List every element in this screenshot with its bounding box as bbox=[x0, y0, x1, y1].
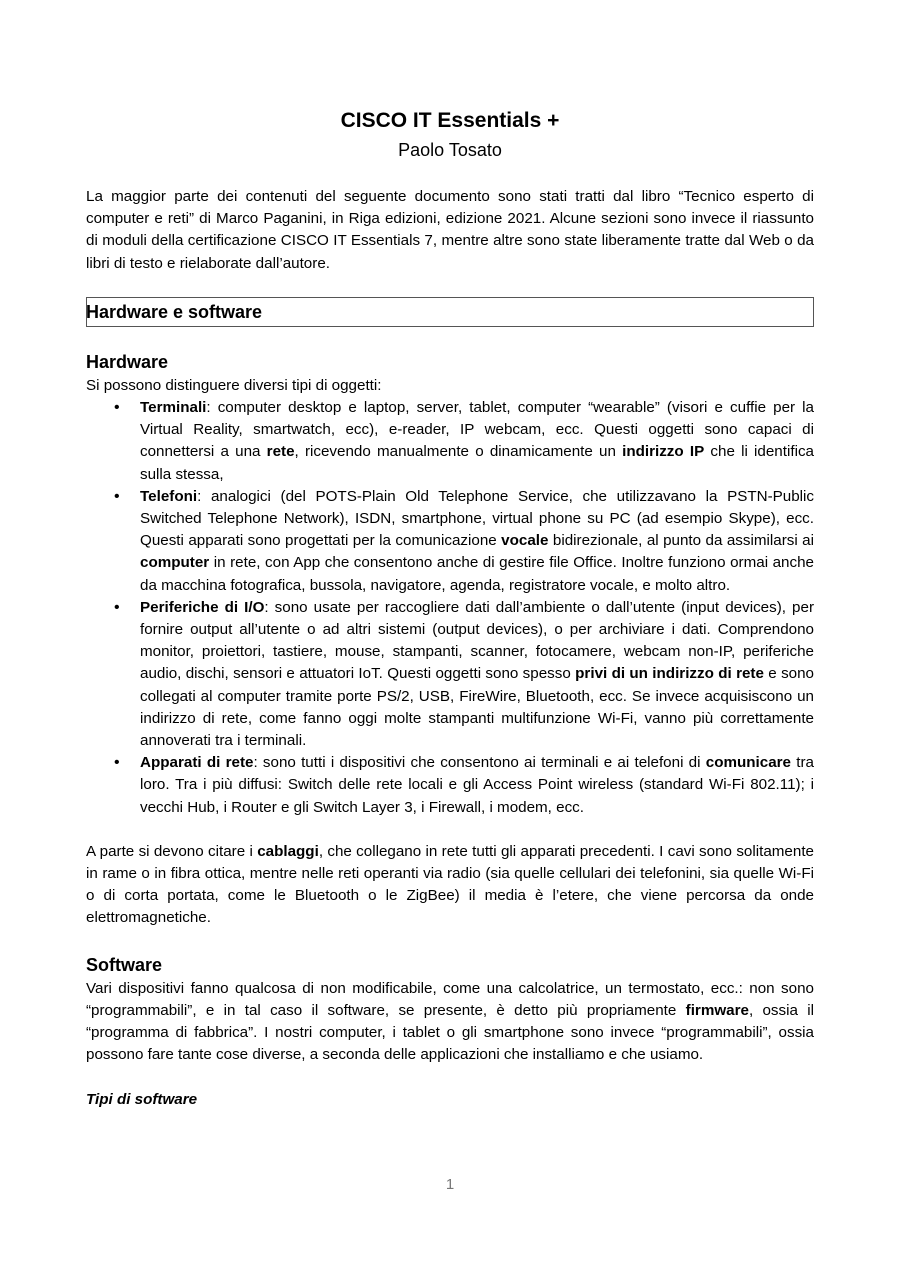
list-item-telefoni bbox=[140, 486, 814, 597]
bold-fragment: privi di un indirizzo di rete bbox=[575, 665, 764, 683]
text-fragment: , che collegano in rete tutti gli apparati precedenti. I cavi sono solitamente in rame o in fibra ottica, mentre nelle reti operanti via radio (sia quelle cellulari dei telefonini, sia quelle Wi-Fi o di corta portata, come le Bluetooth o le ZigBee) il media è l’etere, che viene percorsa da onde elettromagnetiche. bbox=[86, 842, 814, 927]
section-title: Hardware e software bbox=[86, 301, 263, 322]
hardware-list bbox=[86, 397, 814, 819]
bold-fragment: firmware bbox=[685, 1001, 749, 1019]
text-fragment: , ricevendo manualmente o dinamicamente un bbox=[294, 443, 623, 461]
software-types-subheading: Tipi di software bbox=[86, 1090, 198, 1108]
term-telefoni: Telefoni bbox=[140, 487, 198, 505]
bold-fragment: vocale bbox=[501, 532, 549, 550]
bold-fragment: computer bbox=[140, 554, 210, 572]
hardware-lead: Si possono distinguere diversi tipi di oggetti: bbox=[86, 376, 382, 394]
text-fragment: Vari dispositivi fanno qualcosa di non modificabile, come una calcolatrice, un termostato, ecc.: non sono “programmabili”, e in tal caso il software, se presente, è detto più propriamente bbox=[86, 979, 814, 1019]
text-fragment: : sono usate per raccogliere dati dall’ambiente o dall’utente (input devices), per fornire output all’utente o ad altri sistemi (output devices), o per archiviare i dati. Comprendono monitor, proiettori, tastiere, mouse, stampanti, scanner, fotocamere, webcam non-IP, periferiche audio, dischi, sensori e attuatori IoT. Questi oggetti sono spesso bbox=[140, 598, 814, 683]
intro-paragraph: La maggior parte dei contenuti del seguente documento sono stati tratti dal libro “Tecnico esperto di computer e reti” di Marco Paganini, in Riga edizioni, edizione 2021. Alcune sezioni sono invece il riassunto di moduli della certificazione CISCO IT Essentials 7, mentre altre sono state liberamente tratte dal Web o da libri di testo e rielaborate dall’autore. bbox=[86, 188, 814, 272]
list-item-periferiche bbox=[140, 597, 814, 752]
bold-fragment: indirizzo IP bbox=[622, 443, 705, 461]
text-fragment: bidirezionale, al punto da assimilarsi ai bbox=[548, 532, 814, 550]
bold-fragment: rete bbox=[266, 443, 295, 461]
term-terminali: Terminali bbox=[140, 399, 207, 417]
text-fragment: e sono collegati al computer tramite porte PS/2, USB, FireWire, Bluetooth, ecc. Se invece acquisiscono un indirizzo di rete, come fanno oggi molte stampanti multifunzione Wi-Fi, vanno più correttamente annoverati tra i terminali. bbox=[140, 665, 814, 750]
cabling-paragraph bbox=[86, 841, 814, 930]
text-fragment: che li identifica sulla stessa, bbox=[140, 443, 814, 483]
term-periferiche: Periferiche di I/O bbox=[140, 598, 265, 616]
document-title: CISCO IT Essentials + bbox=[340, 109, 560, 132]
text-fragment: A parte si devono citare i bbox=[86, 842, 258, 860]
list-item-apparati bbox=[140, 752, 814, 819]
document-author: Paolo Tosato bbox=[398, 140, 502, 160]
text-fragment: , ossia il “programma di fabbrica”. I nostri computer, i tablet o gli smartphone sono invece “programmabili”, ossia possono fare tante cose diverse, a seconda delle applicazioni che installiamo e che usiamo. bbox=[86, 1001, 814, 1064]
page-number: 1 bbox=[445, 1176, 455, 1193]
text-fragment: : sono tutti i dispositivi che consentono ai terminali e ai telefoni di bbox=[253, 754, 706, 772]
text-fragment: in rete, con App che consentono anche di gestire file Office. Inoltre funziono ormai anche da macchina fotografica, bussola, navigatore, agenda, registratore vocale, e molto altro. bbox=[140, 554, 814, 594]
text-fragment: : analogici (del POTS-Plain Old Telephone Service, che utilizzavano la PSTN-Public Switched Telephone Network), ISDN, smartphone, virtual phone su PC (ad esempio Skype), ecc. Questi apparati sono progettati per la comunicazione bbox=[140, 487, 814, 550]
section-title-box bbox=[86, 297, 814, 327]
text-fragment: tra loro. Tra i più diffusi: Switch delle rete locali e gli Access Point wireless (standard Wi-Fi 802.11); i vecchi Hub, i Router e gli Switch Layer 3, i Firewall, i modem, ecc. bbox=[140, 754, 814, 816]
software-heading: Software bbox=[86, 954, 163, 975]
software-paragraph bbox=[86, 978, 814, 1067]
bold-fragment: comunicare bbox=[705, 754, 792, 772]
text-fragment: : computer desktop e laptop, server, tablet, computer “wearable” (visori e cuffie per la Virtual Reality, smartwatch, ecc), e-reader, IP webcam, ecc. Questi oggetti sono capaci di connettersi a una bbox=[140, 399, 814, 461]
list-item-terminali bbox=[140, 397, 814, 486]
bold-fragment: cablaggi bbox=[257, 842, 319, 860]
hardware-heading: Hardware bbox=[86, 351, 169, 372]
term-apparati: Apparati di rete bbox=[140, 754, 254, 772]
page-content bbox=[86, 106, 814, 1111]
